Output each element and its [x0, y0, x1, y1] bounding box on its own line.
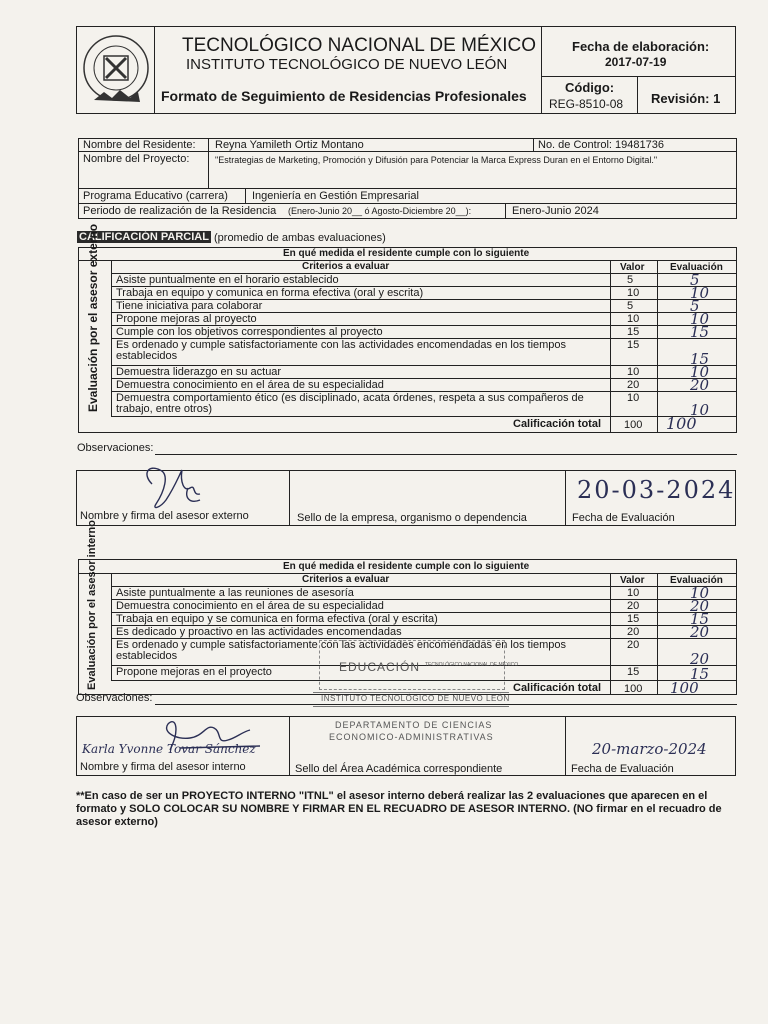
ext-fecha-value: 20-03-2024 [577, 476, 736, 504]
criterion-text-cont: establecidos [116, 650, 178, 662]
no-control: No. de Control: 19481736 [538, 139, 664, 151]
codigo-label: Código: [565, 80, 615, 95]
criterion-evaluation: 10 [690, 310, 710, 328]
ext-observaciones: Observaciones: [77, 442, 154, 454]
ext-heading: En qué medida el residente cumple con lo siguiente [283, 248, 530, 259]
nombre-proyecto-label: Nombre del Proyecto: [83, 153, 190, 165]
criterion-text-cont: trabajo, entre otros) [116, 403, 212, 415]
criterion-value: 5 [627, 274, 634, 286]
criterion-evaluation: 10 [690, 584, 710, 602]
criterion-text: Demuestra conocimiento en el área de su especialidad [116, 600, 384, 612]
int-side-label: Evaluación por el asesor interno [86, 520, 98, 690]
criterion-text: Demuestra liderazgo en su actuar [116, 366, 282, 378]
int-observaciones: Observaciones: [76, 692, 153, 704]
criterion-text: Asiste puntualmente en el horario establecido [116, 274, 339, 286]
programa-label: Programa Educativo (carrera) [83, 190, 228, 202]
criterion-value: 20 [627, 639, 640, 651]
fecha-elaboracion-value: 2017-07-19 [605, 55, 667, 69]
stamp-instituto: INSTITUTO TECNOLÓGICO DE NUEVO LEÓN [321, 694, 510, 703]
criterion-value: 15 [627, 339, 640, 351]
ext-side-label: Evaluación por el asesor externo [86, 223, 100, 412]
criterion-value: 15 [627, 326, 640, 338]
int-total-label: Calificación total [513, 682, 602, 694]
criterion-evaluation: 15 [690, 665, 710, 683]
footnote-line-1: **En caso de ser un PROYECTO INTERNO "ITNL" el asesor interno deberá realizar las 2 evaluaciones que aparecen en el [76, 790, 708, 802]
header-title-2: INSTITUTO TECNOLÓGICO DE NUEVO LEÓN [186, 56, 508, 73]
stamp-tecnm: TECNOLÓGICO NACIONAL DE MÉXICO [425, 662, 519, 668]
ext-valor-header: Valor [620, 262, 645, 273]
stamp-depto-1: DEPARTAMENTO DE CIENCIAS [335, 720, 493, 730]
ext-firma-label: Nombre y firma del asesor externo [80, 510, 249, 522]
int-eval-header: Evaluación [670, 575, 723, 586]
row-divider [111, 416, 737, 417]
criterion-text-cont: establecidos [116, 350, 178, 362]
criterion-evaluation: 10 [690, 401, 710, 419]
criterion-evaluation: 5 [690, 271, 700, 289]
periodo-label: Periodo de realización de la Residencia [83, 205, 277, 217]
ext-eval-header: Evaluación [670, 262, 723, 273]
criterion-value: 10 [627, 392, 640, 404]
nombre-residente-label: Nombre del Residente: [83, 139, 196, 151]
header-title-3: Formato de Seguimiento de Residencias Profesionales [161, 88, 527, 104]
criterion-evaluation: 20 [690, 597, 710, 615]
criterion-value: 10 [627, 313, 640, 325]
criterion-value: 5 [627, 300, 634, 312]
criterion-evaluation: 20 [690, 650, 710, 668]
ext-total-label: Calificación total [513, 418, 602, 430]
criterion-text: Asiste puntualmente a las reuniones de asesoría [116, 587, 354, 599]
stamp-depto-2: ECONOMICO-ADMINISTRATIVAS [329, 732, 494, 742]
ext-total-valor: 100 [624, 419, 643, 431]
int-heading: En qué medida el residente cumple con lo siguiente [283, 561, 530, 572]
codigo-value: REG-8510-08 [549, 97, 624, 111]
calificacion-parcial-label: CALIFICACIÓN PARCIAL [79, 231, 209, 243]
int-fecha-label: Fecha de Evaluación [571, 763, 674, 775]
institute-logo [80, 30, 152, 110]
int-firma-label: Nombre y firma del asesor interno [80, 761, 246, 773]
criterion-value: 20 [627, 626, 640, 638]
criterion-text: Trabaja en equipo y se comunica en forma efectiva (oral y escrita) [116, 613, 438, 625]
footnote-line-2: formato y SOLO COLOCAR SU NOMBRE Y FIRMAR EN EL RECUADRO DE ASESOR INTERNO. (NO firmar en el recuadro de [76, 803, 722, 815]
int-criterios-header: Criterios a evaluar [302, 574, 390, 585]
header-title-1: TECNOLÓGICO NACIONAL DE MÉXICO [182, 35, 537, 56]
periodo-value: Enero-Junio 2024 [512, 205, 599, 217]
criterion-evaluation: 15 [690, 610, 710, 628]
criterion-text: Demuestra comportamiento ético (es disciplinado, acata órdenes, respeta a sus compañeros de [116, 392, 584, 404]
criterion-evaluation: 10 [690, 284, 710, 302]
criterion-text: Trabaja en equipo y comunica en forma efectiva (oral y escrita) [116, 287, 424, 299]
int-valor-header: Valor [620, 575, 645, 586]
int-sello-label: Sello del Área Académica correspondiente [295, 763, 503, 775]
int-total-eval: 100 [670, 679, 699, 697]
criterion-value: 10 [627, 366, 640, 378]
criterion-text: Propone mejoras al proyecto [116, 313, 257, 325]
criterion-text: Es ordenado y cumple satisfactoriamente con las actividades encomendadas en los tiempos [116, 339, 567, 351]
criterion-evaluation: 20 [690, 623, 710, 641]
ext-criterios-header: Criterios a evaluar [302, 261, 390, 272]
int-advisor-name: Karla Yvonne Tovar Sánchez [82, 742, 256, 756]
criterion-text: Es ordenado y cumple satisfactoriamente con las actividades encomendadas en los tiempos [116, 639, 567, 651]
criterion-value: 15 [627, 666, 640, 678]
criterion-text: Propone mejoras en el proyecto [116, 666, 272, 678]
ext-sello-label: Sello de la empresa, organismo o dependencia [297, 512, 527, 524]
int-fecha-value: 20-marzo-2024 [592, 740, 707, 758]
revision-label: Revisión: 1 [651, 91, 721, 106]
criterion-value: 15 [627, 613, 640, 625]
criterion-value: 20 [627, 379, 640, 391]
criterion-evaluation: 20 [690, 376, 710, 394]
criterion-evaluation: 10 [690, 363, 710, 381]
footnote-line-3: asesor externo) [76, 816, 158, 828]
criterion-evaluation: 15 [690, 350, 710, 368]
periodo-options: (Enero-Junio 20__ ó Agosto-Diciembre 20__): [288, 206, 472, 216]
stamp-educacion: EDUCACIÓN [339, 660, 421, 674]
ext-fecha-label: Fecha de Evaluación [572, 512, 675, 524]
nombre-proyecto-value: "Estrategias de Marketing, Promoción y Difusión para Potenciar la Marca Express Duran en el Entorno Digital." [215, 155, 658, 165]
int-total-valor: 100 [624, 683, 643, 695]
programa-value: Ingeniería en Gestión Empresarial [252, 190, 419, 202]
criterion-text: Demuestra conocimiento en el área de su especialidad [116, 379, 384, 391]
criterion-value: 10 [627, 287, 640, 299]
criterion-value: 20 [627, 600, 640, 612]
fecha-elaboracion-label: Fecha de elaboración: [572, 39, 710, 54]
criterion-value: 10 [627, 587, 640, 599]
criterion-evaluation: 5 [690, 297, 700, 315]
criterion-text: Es dedicado y proactivo en las actividades encomendadas [116, 626, 402, 638]
criterion-evaluation: 15 [690, 323, 710, 341]
calificacion-parcial-note: (promedio de ambas evaluaciones) [214, 232, 386, 244]
criterion-text: Cumple con los objetivos correspondientes al proyecto [116, 326, 383, 338]
nombre-residente-value: Reyna Yamileth Ortiz Montano [215, 139, 364, 151]
ext-total-eval: 100 [666, 414, 697, 433]
criterion-text: Tiene iniciativa para colaborar [116, 300, 263, 312]
